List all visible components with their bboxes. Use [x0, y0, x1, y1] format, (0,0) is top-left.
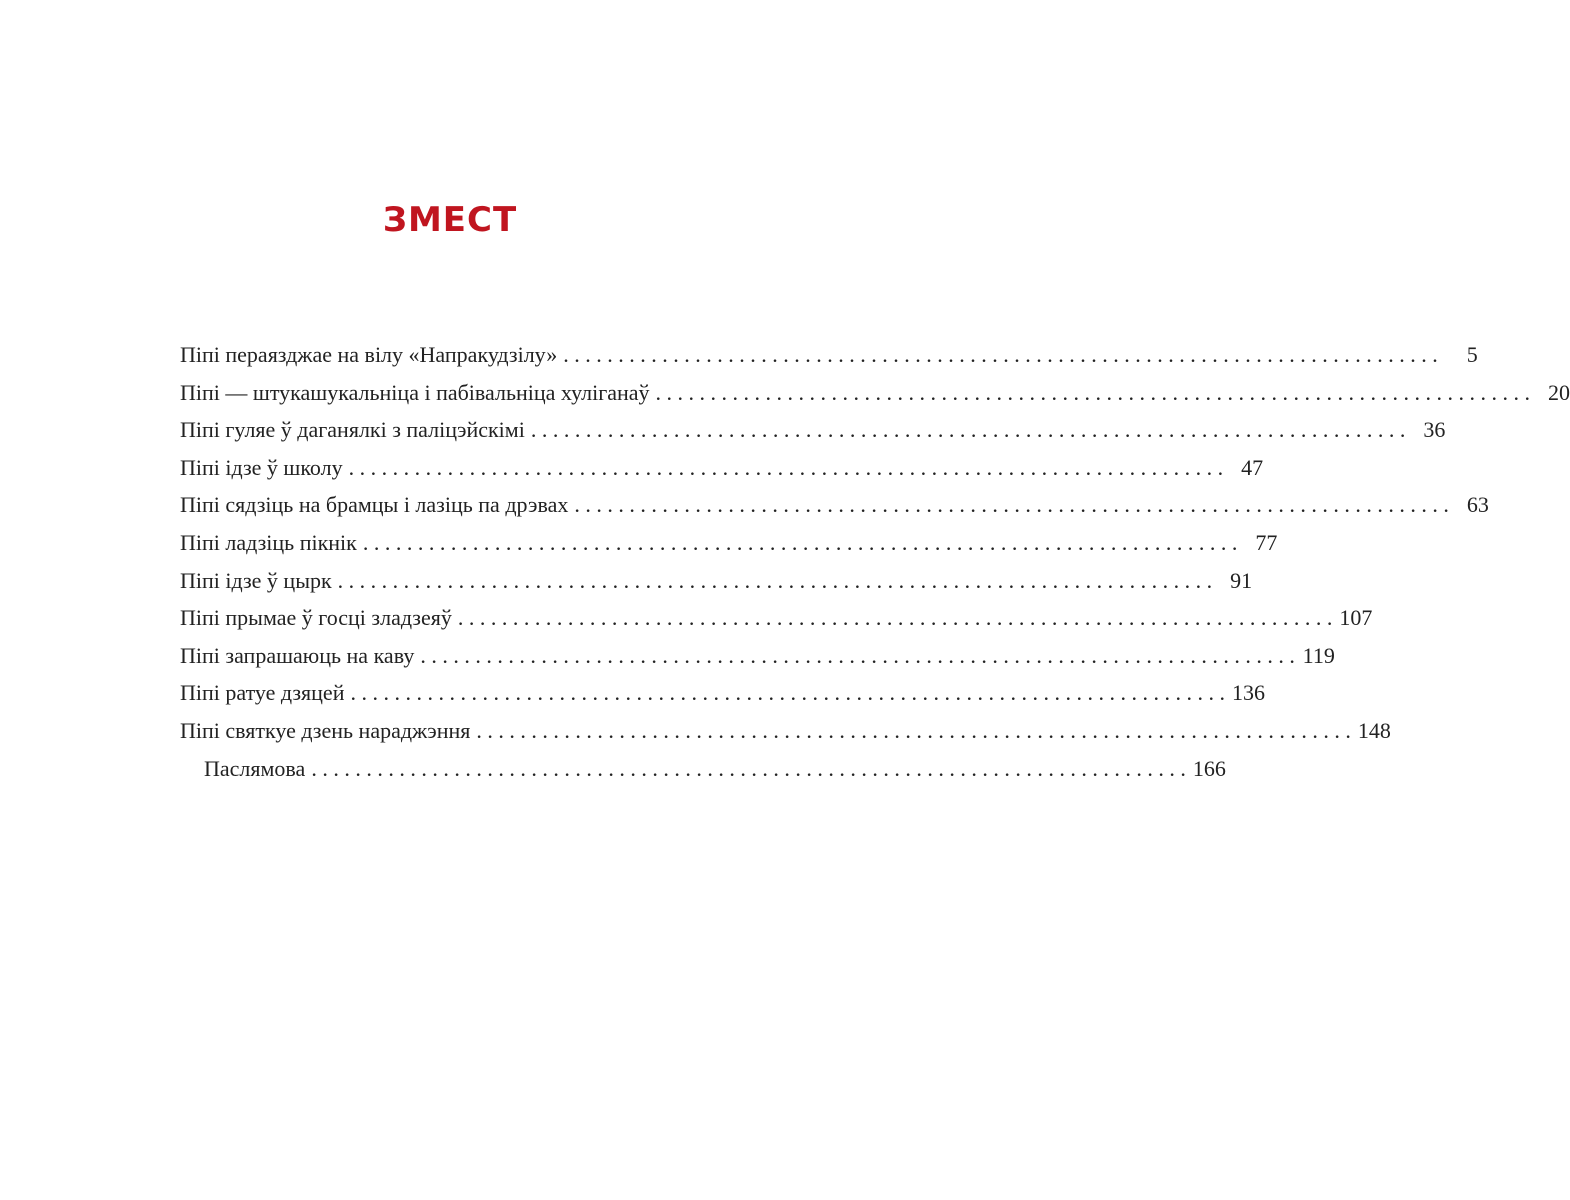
dot-leader: . . . . . . . . . . . . . . . . . . . . . . . . . . . . . . . . . . . . . . . . . . . . . . . . . . . . . . . . . . . . . . . . . . . . . . . . . . . . . . . . — [574, 492, 1449, 518]
dot-leader: . . . . . . . . . . . . . . . . . . . . . . . . . . . . . . . . . . . . . . . . . . . . . . . . . . . . . . . . . . . . . . . . . . . . . . . . . . . . . . . . — [457, 605, 1333, 631]
dot-leader: . . . . . . . . . . . . . . . . . . . . . . . . . . . . . . . . . . . . . . . . . . . . . . . . . . . . . . . . . . . . . . . . . . . . . . . . . . . . . . . . — [476, 717, 1351, 743]
dot-leader: . . . . . . . . . . . . . . . . . . . . . . . . . . . . . . . . . . . . . . . . . . . . . . . . . . . . . . . . . . . . . . . . . . . . . . . . . . . . . . . . — [530, 417, 1406, 443]
table-of-contents — [180, 342, 1570, 793]
toc-entry — [180, 379, 1570, 418]
toc-entry-title: Паслямова — [204, 755, 306, 781]
toc-entry — [180, 642, 1335, 681]
toc-entry-title: Піпі ладзіць пікнік — [180, 529, 357, 555]
dot-leader: . . . . . . . . . . . . . . . . . . . . . . . . . . . . . . . . . . . . . . . . . . . . . . . . . . . . . . . . . . . . . . . . . . . . . . . . . . . . . . . . — [655, 379, 1531, 405]
page-title: ЗМЕСТ — [382, 200, 518, 240]
toc-entry-title: Піпі ідзе ў школу — [180, 454, 343, 480]
toc-entry-page-number: 5 — [1466, 342, 1478, 367]
toc-entry-title: Піпі — штукашукальніца і пабівальніца хуліганаў — [180, 379, 650, 405]
dot-leader: . . . . . . . . . . . . . . . . . . . . . . . . . . . . . . . . . . . . . . . . . . . . . . . . . . . . . . . . . . . . . . . . . . . . . . . . . . . . . . . . — [362, 529, 1238, 555]
toc-entry — [180, 492, 1489, 530]
toc-entry-page-number: 107 — [1339, 605, 1373, 631]
toc-entry — [180, 567, 1253, 606]
toc-entry-title: Піпі святкуе дзень нараджэння — [180, 717, 471, 743]
toc-entry — [180, 755, 1226, 794]
toc-entry-page-number: 136 — [1231, 680, 1265, 706]
toc-entry-title: Піпі запрашаюць на каву — [180, 642, 415, 668]
dot-leader: . . . . . . . . . . . . . . . . . . . . . . . . . . . . . . . . . . . . . . . . . . . . . . . . . . . . . . . . . . . . . . . . . . . . . . . . . . . . . . . . — [311, 755, 1186, 781]
toc-entry-title: Піпі пераязджае на вілу «Напракудзілу» — [180, 342, 558, 367]
toc-entry-page-number: 63 — [1466, 492, 1489, 518]
toc-entry-title: Піпі прымае ў госці зладзеяў — [180, 605, 452, 631]
toc-entry — [180, 680, 1265, 718]
toc-entry-title: Піпі сядзіць на брамцы і лазіць па дрэвах — [180, 492, 569, 518]
toc-entry-page-number: 91 — [1230, 567, 1253, 593]
toc-entry-page-number: 148 — [1357, 717, 1391, 743]
toc-entry-title: Піпі гуляе ў даганялкі з паліцэйскімі — [180, 417, 525, 443]
dot-leader: . . . . . . . . . . . . . . . . . . . . . . . . . . . . . . . . . . . . . . . . . . . . . . . . . . . . . . . . . . . . . . . . . . . . . . . . . . . . . . . . — [350, 680, 1225, 706]
dot-leader: . . . . . . . . . . . . . . . . . . . . . . . . . . . . . . . . . . . . . . . . . . . . . . . . . . . . . . . . . . . . . . . . . . . . . . . . . . . . . . . . — [348, 454, 1224, 480]
toc-entry — [180, 454, 1264, 493]
toc-entry-page-number: 77 — [1255, 529, 1278, 555]
toc-entry-page-number: 119 — [1302, 642, 1335, 668]
toc-entry-page-number: 36 — [1423, 417, 1446, 443]
toc-entry — [180, 605, 1373, 643]
toc-entry — [180, 717, 1391, 756]
dot-leader: . . . . . . . . . . . . . . . . . . . . . . . . . . . . . . . . . . . . . . . . . . . . . . . . . . . . . . . . . . . . . . . . . . . . . . . . . . . . . . . . — [337, 567, 1213, 593]
dot-leader: . . . . . . . . . . . . . . . . . . . . . . . . . . . . . . . . . . . . . . . . . . . . . . . . . . . . . . . . . . . . . . . . . . . . . . . . . . . . . . . . — [563, 342, 1438, 367]
toc-entry-title: Піпі ратуе дзяцей — [180, 680, 345, 706]
toc-entry-title: Піпі ідзе ў цырк — [180, 567, 332, 593]
toc-entry-page-number: 166 — [1192, 755, 1226, 781]
toc-entry-page-number: 20 — [1548, 379, 1570, 405]
toc-entry — [180, 529, 1278, 568]
toc-entry — [180, 342, 1478, 380]
dot-leader: . . . . . . . . . . . . . . . . . . . . . . . . . . . . . . . . . . . . . . . . . . . . . . . . . . . . . . . . . . . . . . . . . . . . . . . . . . . . . . . . — [420, 642, 1295, 668]
toc-entry — [180, 417, 1446, 455]
toc-entry-page-number: 47 — [1241, 454, 1264, 480]
